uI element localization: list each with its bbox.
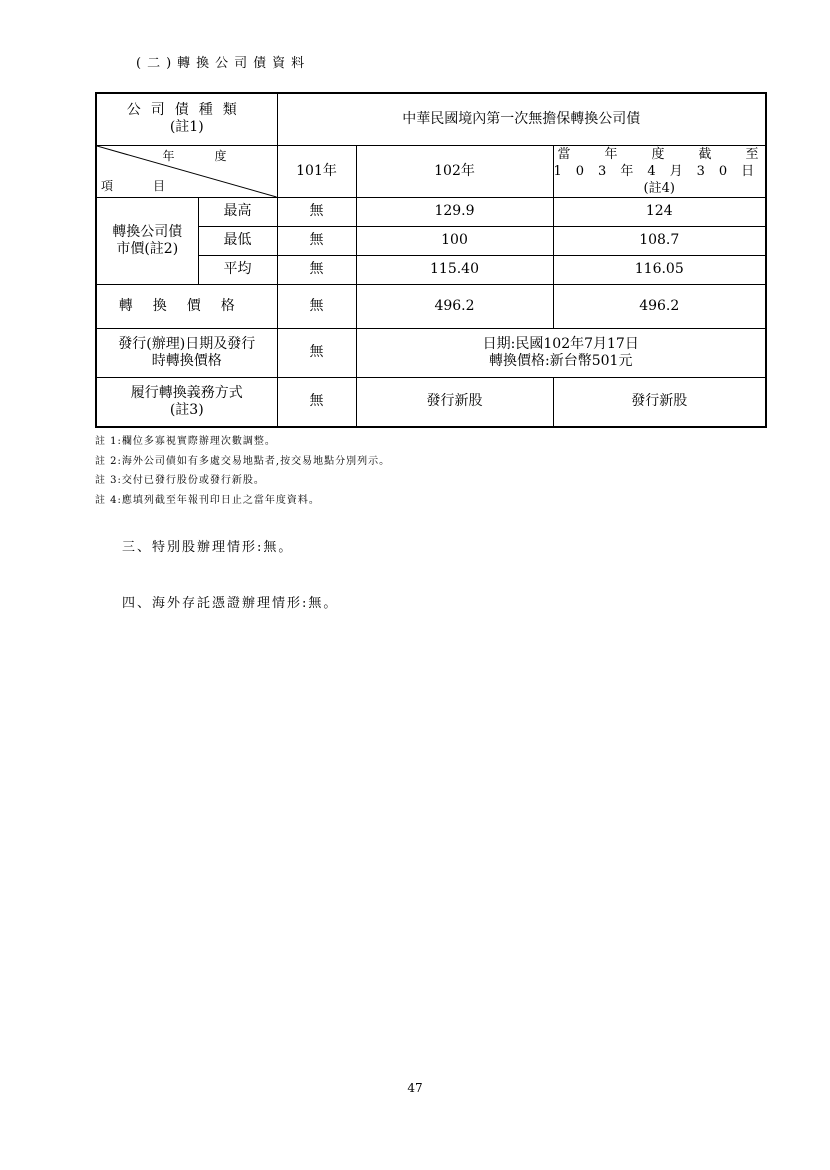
- issue-conversion-price: 轉換價格:新台幣501元: [489, 352, 633, 369]
- page-number: 47: [407, 1081, 423, 1095]
- note-3: 註 3:交付已發行股份或發行新股。: [95, 475, 265, 486]
- issue-label-line2: 時轉換價格: [151, 352, 222, 369]
- price-group-label: [96, 197, 198, 284]
- obligation-label-line1: 履行轉換義務方式: [130, 384, 243, 401]
- section-title: (二)轉換公司債資料: [136, 56, 311, 71]
- header-current-year: [553, 145, 793, 197]
- current-note: (註4): [643, 180, 675, 196]
- row-label-average: 平均: [198, 255, 277, 284]
- price-group-line1: 轉換公司債: [112, 223, 183, 240]
- depositary-receipt-section: 四、海外存託憑證辦理情形:無。: [122, 596, 339, 611]
- table-row: [96, 284, 766, 328]
- header-year-102: 102年: [356, 145, 553, 197]
- price-group-line2: 市價(註2): [116, 240, 179, 257]
- obligation-label-line2: (註3): [169, 401, 204, 418]
- issue-label-line1: 發行(辦理)日期及發行: [118, 335, 256, 352]
- current-line1: 當年度截至: [557, 146, 793, 162]
- header-diagonal-cell: [96, 145, 277, 197]
- cell-value: 129.9: [356, 197, 553, 226]
- cell-value: 無: [277, 226, 356, 255]
- cell-value: 發行新股: [356, 377, 553, 427]
- table-row: [96, 328, 766, 377]
- cell-value: 108.7: [553, 226, 766, 255]
- preferred-stock-section: 三、特別股辦理情形:無。: [122, 540, 294, 555]
- cell-value: 116.05: [553, 255, 766, 284]
- note-2: 註 2:海外公司債如有多處交易地點者,按交易地點分別列示。: [95, 455, 391, 467]
- obligation-label: [96, 377, 277, 427]
- note-1: 註 1:欄位多寡視實際辦理次數調整。: [95, 436, 276, 447]
- diag-year-label: 年度: [162, 148, 267, 163]
- convertible-bond-table: [95, 92, 793, 428]
- bond-type-label: 公司債種類: [126, 102, 247, 119]
- cell-value: 無: [277, 377, 356, 427]
- table-row: [96, 377, 766, 427]
- current-line2: 103年4月30日: [553, 163, 769, 179]
- note-4: 註 4:應填列截至年報刊印日止之當年度資料。: [95, 494, 320, 506]
- cell-value: 124: [553, 197, 766, 226]
- cell-value: 無: [277, 328, 356, 377]
- cell-value: 115.40: [356, 255, 553, 284]
- header-bond-name: 中華民國境內第一次無擔保轉換公司債: [277, 93, 766, 145]
- header-bond-type: [96, 93, 277, 145]
- cell-value: 無: [277, 284, 356, 328]
- cell-value: 496.2: [356, 284, 553, 328]
- row-label-low: 最低: [198, 226, 277, 255]
- bond-type-note: (註1): [169, 119, 204, 136]
- cell-value: 發行新股: [553, 377, 766, 427]
- cell-value: 無: [277, 197, 356, 226]
- issue-date: 日期:民國102年7月17日: [482, 335, 639, 352]
- cell-value: 496.2: [553, 284, 766, 328]
- notes: [95, 432, 390, 510]
- cell-value: 100: [356, 226, 553, 255]
- issue-merged-cell: [356, 328, 766, 377]
- cell-value: 無: [277, 255, 356, 284]
- diag-item-label: 項目: [101, 178, 206, 193]
- conversion-price-label: 轉換價格: [96, 284, 277, 328]
- table-row: [96, 197, 766, 226]
- issue-label: [96, 328, 277, 377]
- row-label-high: 最高: [198, 197, 277, 226]
- header-year-101: 101年: [277, 145, 356, 197]
